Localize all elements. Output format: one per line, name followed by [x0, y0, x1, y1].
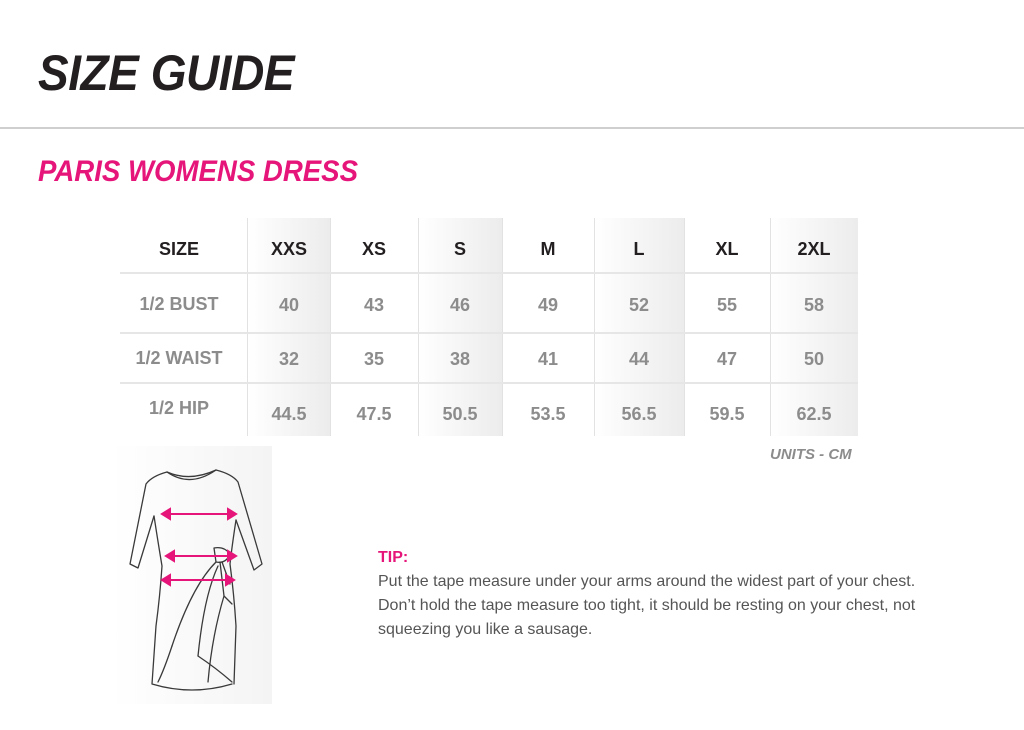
table-cell: 32 [278, 349, 300, 369]
table-cell: 58 [803, 295, 825, 315]
table-divider [120, 272, 858, 274]
table-cell: 40 [278, 295, 300, 315]
table-cell: 43 [363, 295, 385, 315]
table-divider [120, 332, 858, 334]
table-cell: 52 [628, 295, 650, 315]
table-cell: 53.5 [530, 404, 566, 424]
header-divider [0, 127, 1024, 129]
page-title: SIZE GUIDE [38, 45, 295, 101]
row-label-bust: 1/2 BUST [139, 294, 219, 314]
table-cell: 35 [363, 349, 385, 369]
table-header-m: M [540, 239, 556, 259]
table-cell: 47 [716, 349, 738, 369]
row-label-hip: 1/2 HIP [148, 398, 210, 418]
table-header-2xl: 2XL [797, 239, 831, 259]
table-header-xs: XS [361, 239, 386, 259]
tip-label: TIP: [378, 549, 409, 566]
dress-measurement-illustration [112, 446, 272, 704]
tip-line: Don’t hold the tape measure too tight, it should be resting on your chest, not [378, 597, 916, 614]
table-cell: 55 [716, 295, 738, 315]
table-cell: 38 [449, 349, 471, 369]
size-table [120, 218, 858, 436]
row-label-waist: 1/2 WAIST [135, 348, 223, 368]
tip-text [378, 570, 958, 642]
product-title: PARIS WOMENS DRESS [38, 155, 358, 188]
table-header-xl: XL [715, 239, 739, 259]
table-cell: 41 [537, 349, 559, 369]
table-cell: 44.5 [271, 404, 307, 424]
dress-icon [112, 446, 272, 704]
units-label: UNITS - CM [770, 446, 852, 463]
table-divider [120, 382, 858, 384]
table-cell: 47.5 [356, 404, 392, 424]
tip-line: Put the tape measure under your arms around the widest part of your chest. [378, 573, 916, 590]
table-header-s: S [453, 239, 466, 259]
table-header-size: SIZE [158, 239, 199, 259]
table-header-xxs: XXS [270, 239, 308, 259]
table-cell: 59.5 [709, 404, 745, 424]
table-header-l: L [633, 239, 645, 259]
table-cell: 46 [449, 295, 471, 315]
table-cell: 56.5 [621, 404, 657, 424]
table-cell: 49 [537, 295, 559, 315]
tip-line: squeezing you like a sausage. [378, 621, 593, 638]
table-cell: 50 [803, 349, 825, 369]
table-cell: 50.5 [442, 404, 478, 424]
table-cell: 44 [628, 349, 650, 369]
table-cell: 62.5 [796, 404, 832, 424]
